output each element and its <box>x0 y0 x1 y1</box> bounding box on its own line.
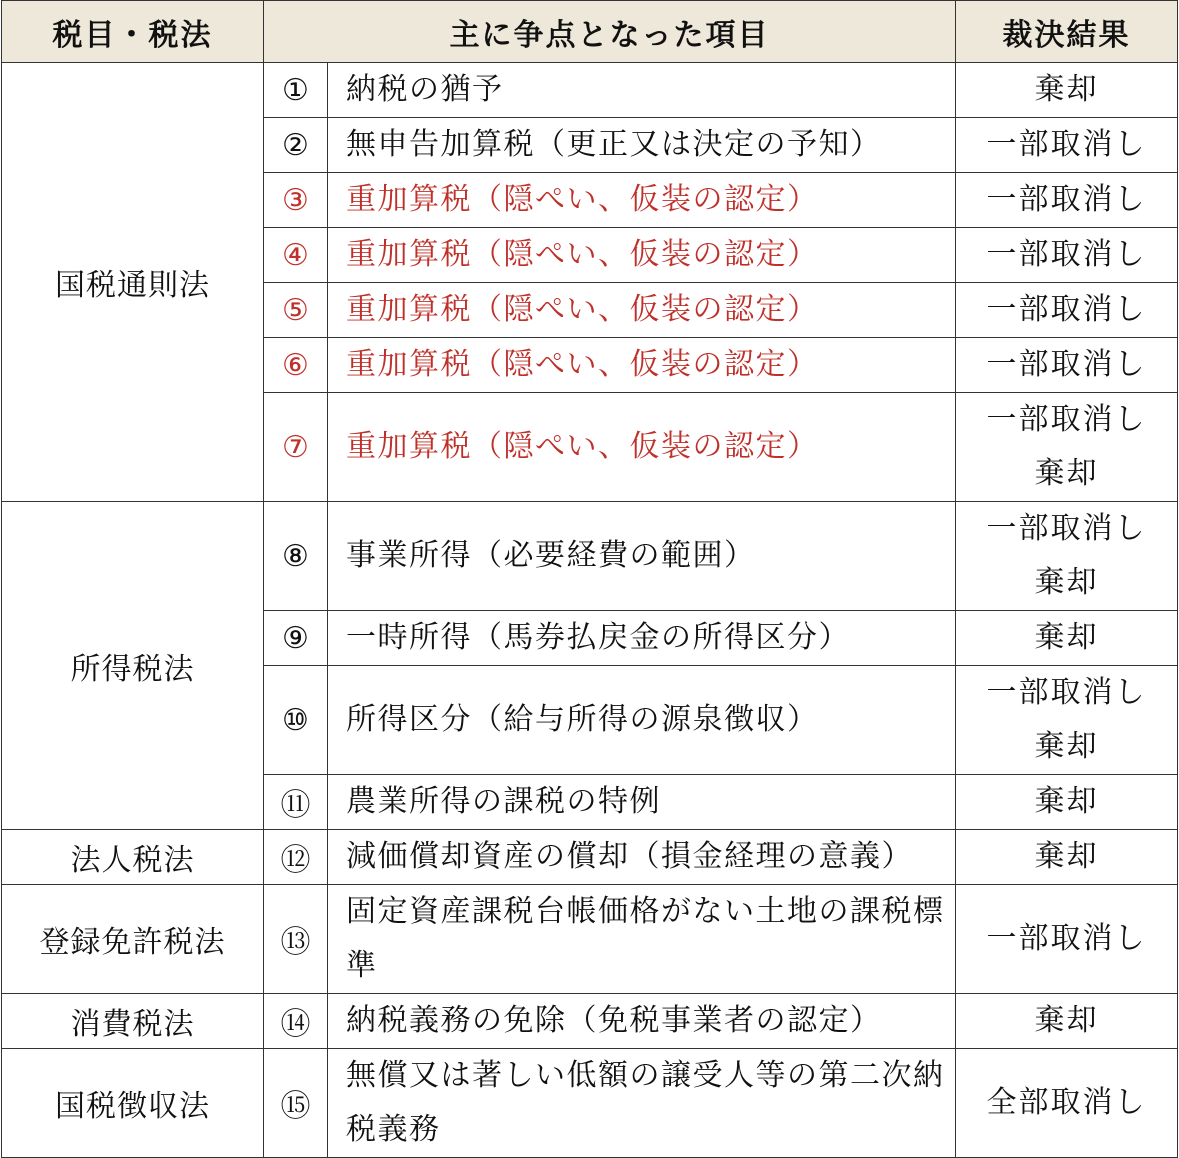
row-number: ④ <box>264 228 328 283</box>
table-row <box>2 502 1178 611</box>
row-number: ② <box>264 118 328 173</box>
result-line: 一部取消し <box>986 675 1147 710</box>
row-number: ① <box>264 63 328 118</box>
result-line: 一部取消し <box>986 921 1147 956</box>
issue-item: 重加算税（隠ぺい、仮装の認定） <box>328 393 956 502</box>
row-number: ⑫ <box>264 830 328 885</box>
law-cell: 法人税法 <box>2 830 264 885</box>
row-number: ⑥ <box>264 338 328 393</box>
header-law: 税目・税法 <box>2 1 264 63</box>
header-row <box>2 1 1178 63</box>
header-result: 裁決結果 <box>956 1 1178 63</box>
result-line: 一部取消し <box>986 292 1147 327</box>
result-line: 棄却 <box>1034 1003 1099 1038</box>
ruling-result <box>956 338 1178 393</box>
ruling-result <box>956 666 1178 775</box>
row-number: ⑭ <box>264 994 328 1049</box>
ruling-result <box>956 173 1178 228</box>
result-line: 一部取消し <box>986 511 1147 546</box>
ruling-result <box>956 994 1178 1049</box>
law-cell: 国税通則法 <box>2 63 264 502</box>
issue-item: 無償又は著しい低額の譲受人等の第二次納税義務 <box>328 1049 956 1158</box>
ruling-result <box>956 63 1178 118</box>
table-row <box>2 63 1178 118</box>
ruling-result <box>956 885 1178 994</box>
issue-item: 重加算税（隠ぺい、仮装の認定） <box>328 283 956 338</box>
ruling-result <box>956 775 1178 830</box>
issue-item: 減価償却資産の償却（損金経理の意義） <box>328 830 956 885</box>
issue-item: 納税の猶予 <box>328 63 956 118</box>
ruling-result <box>956 393 1178 502</box>
row-number: ⑪ <box>264 775 328 830</box>
result-line: 一部取消し <box>986 237 1147 272</box>
result-line: 棄却 <box>1034 456 1099 491</box>
row-number: ⑦ <box>264 393 328 502</box>
row-number: ⑨ <box>264 611 328 666</box>
result-line: 一部取消し <box>986 347 1147 382</box>
ruling-table <box>1 0 1178 1158</box>
law-cell: 国税徴収法 <box>2 1049 264 1158</box>
result-line: 全部取消し <box>986 1085 1147 1120</box>
ruling-result <box>956 283 1178 338</box>
result-line: 棄却 <box>1034 729 1099 764</box>
issue-item: 所得区分（給与所得の源泉徴収） <box>328 666 956 775</box>
result-line: 棄却 <box>1034 839 1099 874</box>
ruling-result <box>956 228 1178 283</box>
result-line: 棄却 <box>1034 784 1099 819</box>
issue-item: 農業所得の課税の特例 <box>328 775 956 830</box>
result-line: 一部取消し <box>986 402 1147 437</box>
row-number: ⑤ <box>264 283 328 338</box>
issue-item: 事業所得（必要経費の範囲） <box>328 502 956 611</box>
result-line: 棄却 <box>1034 565 1099 600</box>
table-row <box>2 1049 1178 1158</box>
law-cell: 所得税法 <box>2 502 264 830</box>
result-line: 棄却 <box>1034 620 1099 655</box>
issue-item: 無申告加算税（更正又は決定の予知） <box>328 118 956 173</box>
row-number: ⑩ <box>264 666 328 775</box>
issue-item: 一時所得（馬券払戻金の所得区分） <box>328 611 956 666</box>
table-row <box>2 994 1178 1049</box>
result-line: 一部取消し <box>986 127 1147 162</box>
law-cell: 登録免許税法 <box>2 885 264 994</box>
header-item: 主に争点となった項目 <box>264 1 956 63</box>
row-number: ⑧ <box>264 502 328 611</box>
table-row <box>2 885 1178 994</box>
table-row <box>2 830 1178 885</box>
row-number: ③ <box>264 173 328 228</box>
ruling-result <box>956 502 1178 611</box>
issue-item: 重加算税（隠ぺい、仮装の認定） <box>328 173 956 228</box>
issue-item: 重加算税（隠ぺい、仮装の認定） <box>328 338 956 393</box>
result-line: 棄却 <box>1034 72 1099 107</box>
ruling-result <box>956 1049 1178 1158</box>
ruling-result <box>956 830 1178 885</box>
issue-item: 納税義務の免除（免税事業者の認定） <box>328 994 956 1049</box>
issue-item: 固定資産課税台帳価格がない土地の課税標準 <box>328 885 956 994</box>
law-cell: 消費税法 <box>2 994 264 1049</box>
ruling-result <box>956 611 1178 666</box>
row-number: ⑮ <box>264 1049 328 1158</box>
ruling-result <box>956 118 1178 173</box>
issue-item: 重加算税（隠ぺい、仮装の認定） <box>328 228 956 283</box>
row-number: ⑬ <box>264 885 328 994</box>
result-line: 一部取消し <box>986 182 1147 217</box>
